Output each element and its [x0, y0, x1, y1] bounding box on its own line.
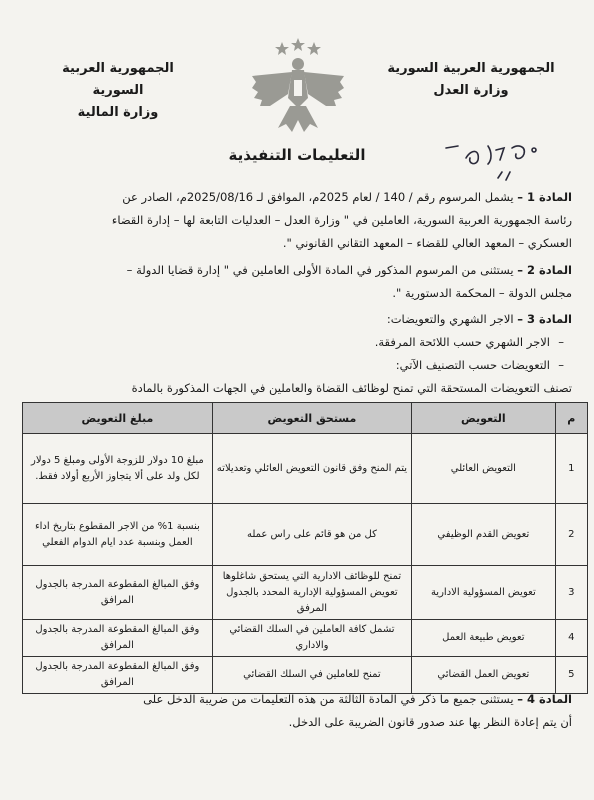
row-type: تعويض العمل القضائي — [412, 657, 556, 694]
table-row — [23, 504, 588, 566]
article-1-line-3: العسكري – المعهد العالي للقضاء – المعهد التقاني القانوني ". — [282, 236, 572, 250]
row-amount: وفق المبالغ المقطوعة المدرجة بالجدول المرافق — [23, 620, 213, 657]
header-num: م — [555, 403, 587, 434]
header-justice-ministry: وزارة العدل — [433, 83, 509, 98]
header-finance-ministry: وزارة المالية — [77, 105, 159, 120]
row-amount: بنسبة 1% من الاجر المقطوع بتاريخ اداء العمل وبنسبة عدد ايام الدوام الفعلي — [23, 504, 213, 566]
table-row — [23, 566, 588, 620]
article-1-line-1: يشمل المرسوم رقم / 140 / لعام 2025م، الموافق لـ 2025/08/16م، الصادر عن — [122, 190, 514, 204]
row-type: التعويض العائلي — [412, 434, 556, 504]
header-justice — [386, 58, 556, 102]
header-compensation: التعويض — [412, 403, 556, 434]
row-amount: وفق المبالغ المقطوعة المدرجة بالجدول المرافق — [23, 566, 213, 620]
article-2-head: المادة 2 – — [517, 263, 572, 277]
article-4-line-2: أن يتم إعادة النظر بها عند صدور قانون الضريبة على الدخل. — [288, 715, 572, 729]
article-2-line-2: مجلس الدولة – المحكمة الدستورية ". — [392, 286, 572, 300]
header-entitled: مستحق التعويض — [212, 403, 411, 434]
header-justice-country: الجمهورية العربية السورية — [387, 61, 555, 76]
row-entitled: كل من هو قائم على راس عمله — [212, 504, 411, 566]
article-2-line-1: يستثنى من المرسوم المذكور في المادة الأولى العاملين في " إدارة قضايا الدولة – — [126, 263, 514, 277]
article-3-bullet-2: – التعويضات حسب التصنيف الآتي: — [24, 354, 572, 377]
row-num: 3 — [555, 566, 587, 620]
article-1-head: المادة 1 – — [517, 190, 572, 204]
table-header-row — [23, 403, 588, 434]
article-1-line-2: رئاسة الجمهورية العربية السورية، العاملين في " وزارة العدل – العدليات التابعة لها – إدارة القضاء — [111, 213, 572, 227]
row-entitled: يتم المنح وفق قانون التعويض العائلي وتعديلاته — [212, 434, 411, 504]
article-4-line-1: يستثنى جميع ما ذكر في المادة الثالثة من هذه التعليمات من ضريبة الدخل على — [143, 692, 514, 706]
article-4 — [24, 688, 572, 734]
row-num: 2 — [555, 504, 587, 566]
article-4-head: المادة 4 – — [517, 692, 572, 706]
header-amount: مبلغ التعويض — [23, 403, 213, 434]
row-amount: مبلغ 10 دولار للزوجة الأولى ومبلغ 5 دولار لكل ولد على ألا يتجاوز الأربع أولاد فقط. — [23, 434, 213, 504]
article-1 — [24, 186, 572, 255]
article-2 — [24, 259, 572, 305]
row-num: 5 — [555, 657, 587, 694]
row-entitled: تشمل كافة العاملين في السلك القضائي والاداري — [212, 620, 411, 657]
row-num: 1 — [555, 434, 587, 504]
table-row — [23, 434, 588, 504]
table-row — [23, 620, 588, 657]
article-3-line-1: الاجر الشهري والتعويضات: — [386, 312, 514, 326]
header-finance-country: الجمهورية العربية السورية — [62, 61, 174, 98]
row-type: تعويض القدم الوظيفي — [412, 504, 556, 566]
document-title: التعليمات التنفيذية — [228, 146, 366, 164]
row-num: 4 — [555, 620, 587, 657]
row-type: تعويض المسؤولية الادارية — [412, 566, 556, 620]
article-3-para-line-1: تصنف التعويضات المستحقة التي تمنح لوظائف القضاة والعاملين في الجهات المذكورة بالمادة — [131, 381, 572, 395]
article-3-head: المادة 3 – — [517, 312, 572, 326]
row-entitled: تمنح للوظائف الادارية التي يستحق شاغلوها تعويض المسؤولية الإدارية المحدد بالجدول المرفق — [212, 566, 411, 620]
article-3-bullet-1: – الاجر الشهري حسب اللائحة المرفقة. — [24, 331, 572, 354]
eagle-emblem-icon — [248, 36, 348, 134]
compensation-table — [22, 402, 588, 694]
header-finance — [38, 58, 198, 124]
row-amount: وفق المبالغ المقطوعة المدرجة بالجدول المرافق — [23, 657, 213, 694]
row-type: تعويض طبيعة العمل — [412, 620, 556, 657]
row-entitled: تمنح للعاملين في السلك القضائي — [212, 657, 411, 694]
